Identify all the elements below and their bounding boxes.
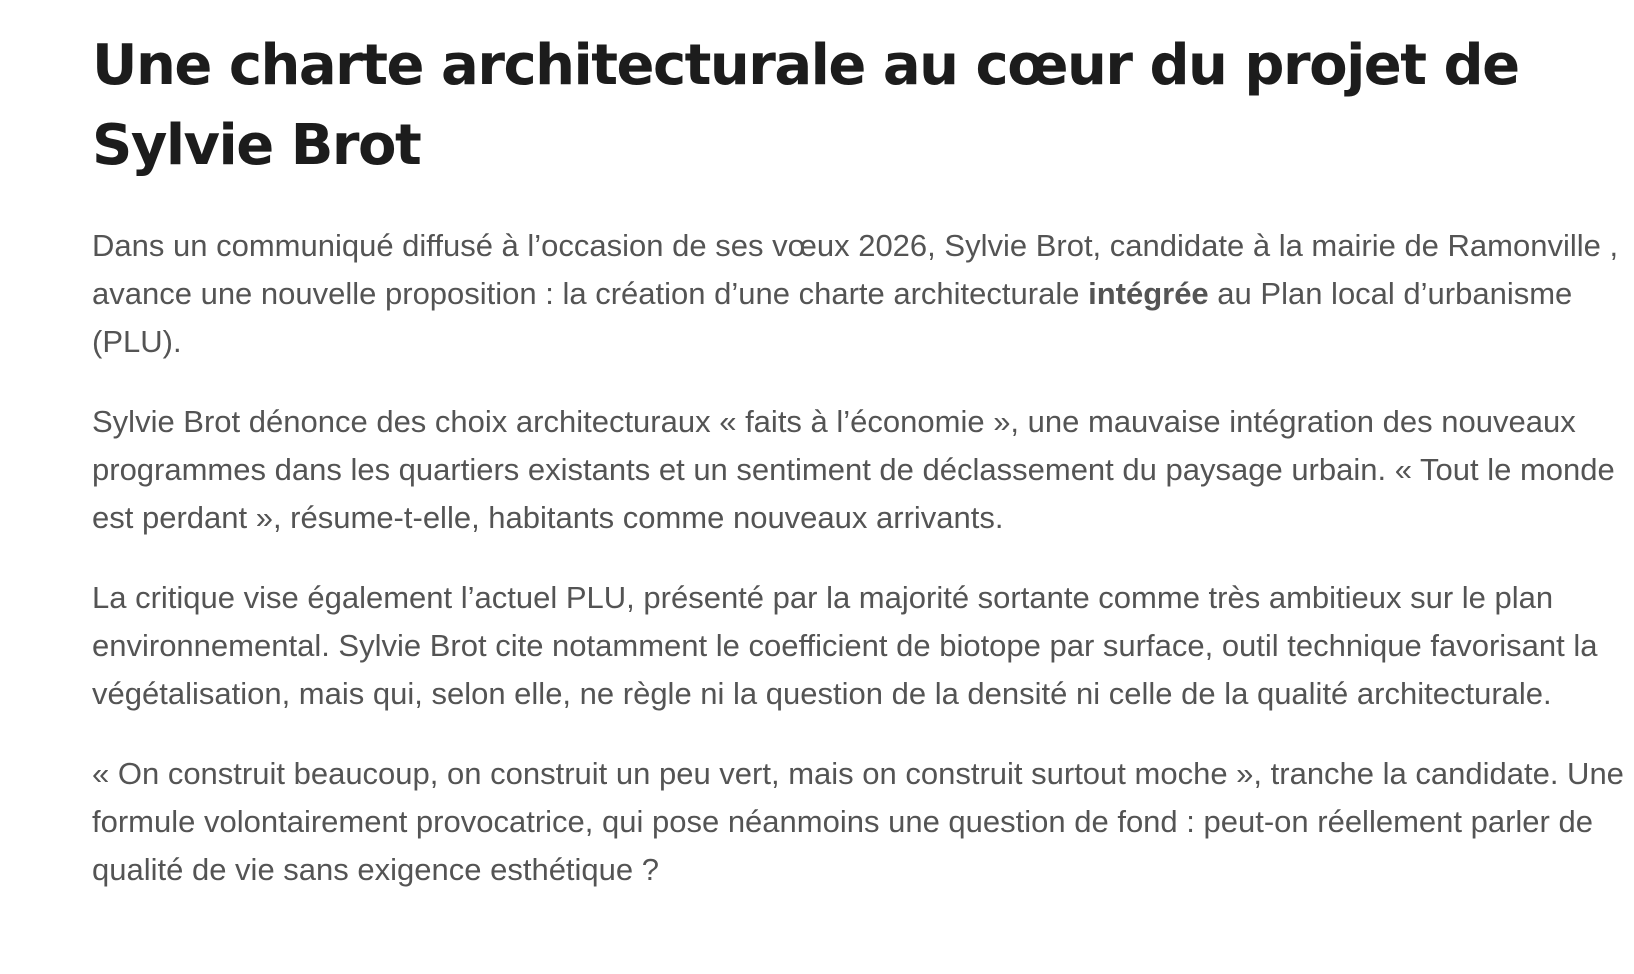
paragraph-2: Sylvie Brot dénonce des choix architecturaux « faits à l’économie », une mauvaise intégration des nouveaux programmes dans les quartiers existants et un sentiment de déclassement du paysage urbain. « Tout le monde est perdant », résume-t-elle, habitants comme nouveaux arrivants.	[92, 404, 1615, 535]
paragraph-1-bold-word: intégrée	[1088, 276, 1209, 311]
paragraph-1-text-start: Dans un communiqué diffusé à l’occasion de ses vœux 2026, Sylvie Brot, candidate à la mairie de Ramonville , avance une nouvelle proposition : la création d’une charte architecturale	[92, 228, 1619, 311]
article	[92, 26, 1632, 926]
paragraph-1-text-end: au Plan local d’urbanisme (PLU).	[92, 276, 1573, 359]
article-title: Une charte architecturale au cœur du projet de Sylvie Brot	[92, 33, 1519, 178]
paragraph-1	[92, 222, 1632, 366]
paragraph-4: « On construit beaucoup, on construit un peu vert, mais on construit surtout moche », tranche la candidate. Une formule volontairement provocatrice, qui pose néanmoins une question de fond : peut-on réellement parler de qualité de vie sans exigence esthétique ?	[92, 756, 1624, 887]
paragraph-3: La critique vise également l’actuel PLU, présenté par la majorité sortante comme très ambitieux sur le plan environnemental. Sylvie Brot cite notamment le coefficient de biotope par surface, outil technique favorisant la végétalisation, mais qui, selon elle, ne règle ni la question de la densité ni celle de la qualité architecturale.	[92, 580, 1598, 711]
